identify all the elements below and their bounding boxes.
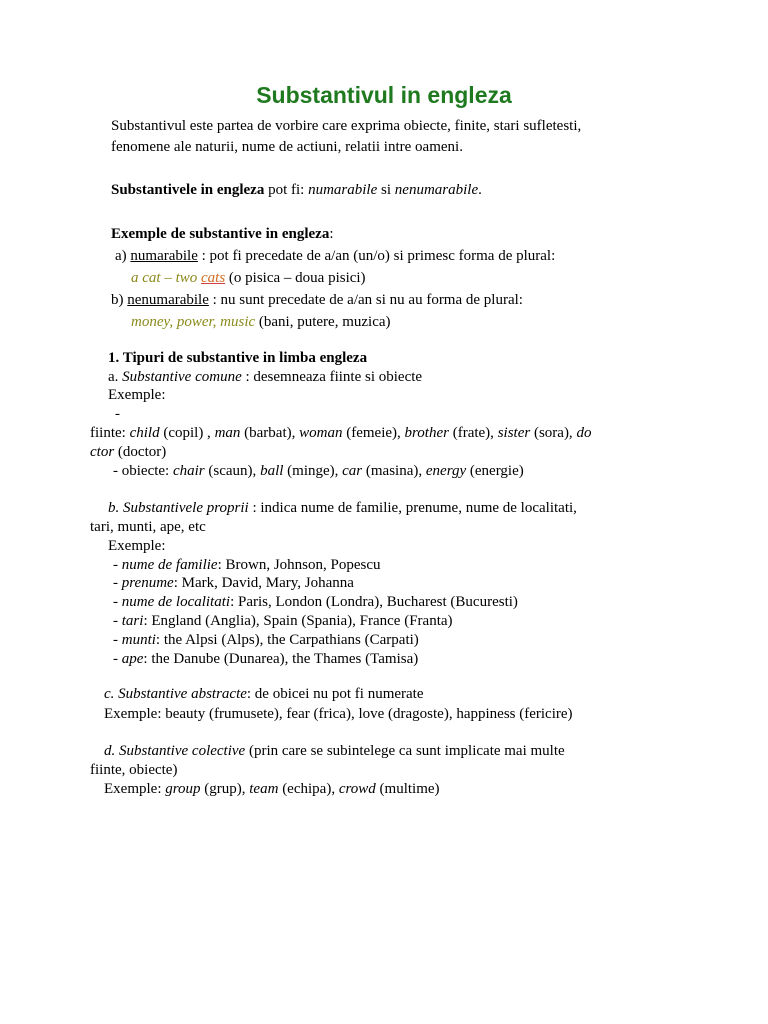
common-term: Substantive comune [122,369,242,385]
beings-text-3: (barbat), [240,425,300,441]
intro-line-1: Substantivul este partea de vorbire care exprima obiecte, finite, stari sufletesti, [111,118,582,134]
objects-text-5: (energie) [466,463,524,479]
proper-line-1 [108,499,577,518]
proper-exemple-label: Exemple: [108,538,166,554]
types-text: pot fi: [264,182,309,198]
collective-text-a: (grup), [200,781,250,797]
types-lead: Substantivele in engleza [111,182,265,198]
objects-text-3: (minge), [283,463,343,479]
proper-item-label: ape [121,651,144,667]
uncountable-example [131,313,391,332]
countable-term: numarabile [130,248,198,264]
objects-word-1: chair [172,463,205,479]
beings-word-1: child [129,425,160,441]
proper-item-value: : the Alpsi (Alps), the Carpathians (Carpati) [155,632,419,648]
objects-text-4: (masina), [362,463,426,479]
collective-text-b: (echipa), [278,781,339,797]
countable-example-word: cats [201,270,226,286]
types-and: si [377,182,395,198]
proper-item-dash: - [113,651,122,667]
examples-heading-text: Exemple de substantive in engleza [111,226,330,242]
proper-item-dash: - [113,575,122,591]
beings-text-1: fiinte: [90,425,130,441]
uncountable-text: : nu sunt precedate de a/an si nu au forma de plural: [208,292,523,308]
section1-heading: 1. Tipuri de substantive in limba engleza [108,350,368,366]
common-text: : desemneaza fiinte si obiecte [241,369,423,385]
collective-examples [104,780,440,799]
objects-line [113,462,524,481]
countable-translation: (o pisica – doua pisici) [225,270,366,286]
beings-text-2: (copil) , [159,425,215,441]
beings-text-5: (frate), [448,425,498,441]
collective-line-1 [104,742,565,761]
proper-item-label: nume de familie [121,557,218,573]
intro-line-2: fenomene ale naturii, nume de actiuni, relatii intre oameni. [111,139,463,155]
uncountable-example-italic: money, power, music [131,314,256,330]
common-prefix: a. [108,369,123,385]
collective-term: d. Substantive colective [104,743,246,759]
common-nouns-line [108,368,422,387]
beings-line-2 [90,443,166,462]
uncountable-line [111,291,523,310]
proper-item-value: : Brown, Johnson, Popescu [217,557,381,573]
collective-word-1: group [165,781,201,797]
collective-word-3: crowd [338,781,376,797]
proper-item-dash: - [113,594,122,610]
proper-item-value: : Mark, David, Mary, Johanna [173,575,354,591]
proper-item-label: tari [121,613,144,629]
countable-prefix: a) [115,248,131,264]
proper-item-label: munti [121,632,156,648]
page-title: Substantivul in engleza [256,82,512,108]
proper-item-value: : the Danube (Dunarea), the Thames (Tamisa) [143,651,419,667]
collective-ex-prefix: Exemple: [104,781,166,797]
proper-item [113,556,380,575]
proper-item [113,631,419,650]
beings-text-4: (femeie), [342,425,405,441]
proper-item-value: : Paris, London (Londra), Bucharest (Bucuresti) [230,594,518,610]
abstract-text: : de obicei nu pot fi numerate [246,686,424,702]
objects-text-1: - obiecte: [113,463,173,479]
beings-word-6b: ctor [90,444,115,460]
types-line [111,181,482,200]
collective-text-1: (prin care se subintelege ca sunt implicate mai multe [245,743,565,759]
uncountable-translation: (bani, putere, muzica) [255,314,391,330]
proper-line-2: tari, munti, ape, etc [90,519,206,535]
collective-word-2: team [249,781,279,797]
abstract-term: c. Substantive abstracte [104,686,247,702]
proper-item [113,593,518,612]
types-end: . [478,182,482,198]
beings-word-6a: do [576,425,592,441]
proper-item [113,574,354,593]
beings-line [90,424,591,443]
common-exemple-label: Exemple: [108,387,166,403]
objects-word-3: car [342,463,363,479]
countable-example-italic: a cat – two [131,270,201,286]
types-uncountable: nenumarabile [394,182,479,198]
beings-text-7: (doctor) [114,444,167,460]
proper-text-1: : indica nume de familie, prenume, nume de localitati, [248,500,577,516]
uncountable-term: nenumarabile [127,292,209,308]
proper-item-label: prenume [121,575,174,591]
uncountable-prefix: b) [111,292,128,308]
objects-text-2: (scaun), [204,463,261,479]
proper-term: b. Substantivele proprii [108,500,249,516]
countable-text: : pot fi precedate de a/an (un/o) si primesc forma de plural: [197,248,556,264]
proper-item-label: nume de localitati [121,594,231,610]
proper-item-dash: - [113,613,122,629]
beings-word-3: woman [299,425,343,441]
collective-text-c: (multime) [375,781,440,797]
objects-word-2: ball [260,463,284,479]
proper-item-value: : England (Anglia), Spain (Spania), France (Franta) [143,613,453,629]
beings-word-4: brother [404,425,449,441]
examples-heading-colon: : [329,226,334,242]
beings-word-5: sister [497,425,531,441]
countable-line [115,247,555,266]
objects-word-4: energy [425,463,467,479]
proper-item [113,612,453,631]
collective-line-2: fiinte, obiecte) [90,762,178,778]
abstract-examples: Exemple: beauty (frumusete), fear (frica), love (dragoste), happiness (fericire) [104,706,573,722]
countable-example [131,269,366,288]
examples-heading [111,225,334,244]
common-dash: - [115,406,120,422]
types-countable: numarabile [308,182,378,198]
proper-item-dash: - [113,632,122,648]
beings-text-6: (sora), [530,425,577,441]
abstract-line [104,685,424,704]
proper-item-dash: - [113,557,122,573]
proper-item [113,650,418,669]
beings-word-2: man [214,425,241,441]
